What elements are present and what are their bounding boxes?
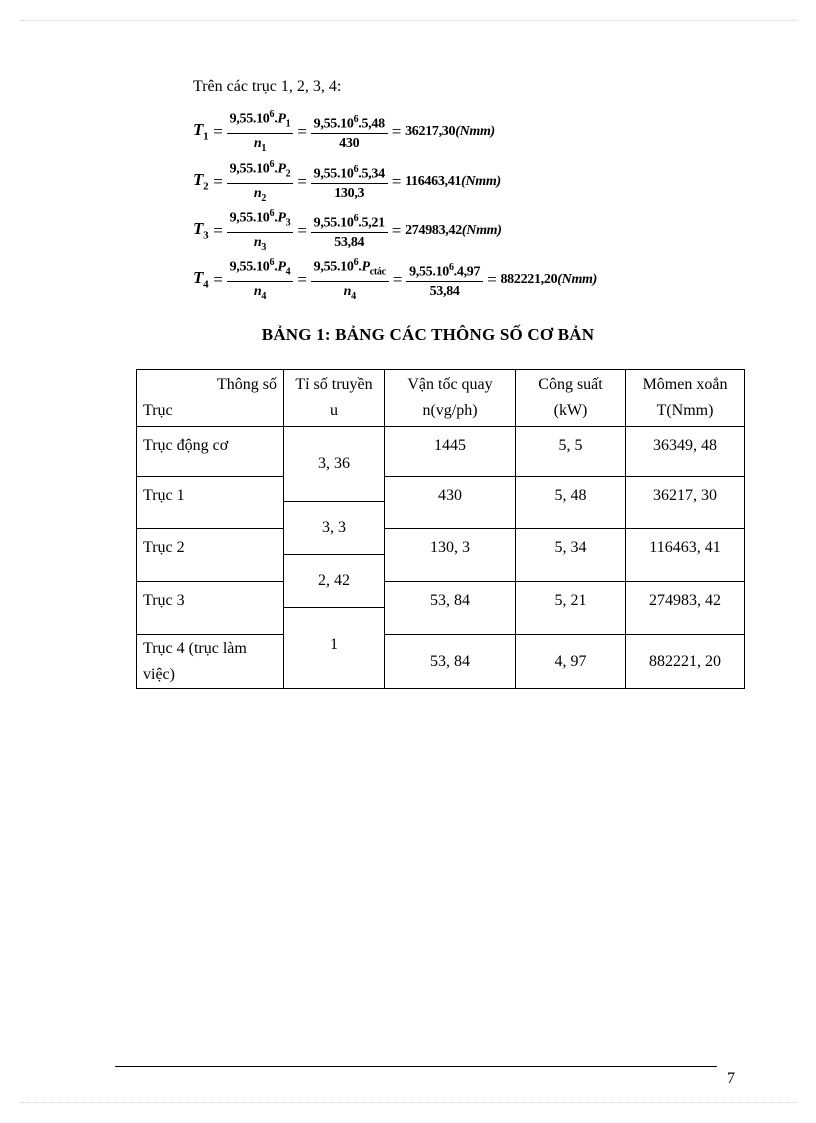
header-torque: Mômen xoắn T(Nmm) <box>626 370 745 427</box>
table-row <box>137 635 745 689</box>
torque-cell: 274983, 42 <box>626 582 745 635</box>
torque-cell: 882221, 20 <box>626 635 745 689</box>
speed-cell: 53, 84 <box>385 635 516 689</box>
ratio-cell: 3, 36 <box>284 427 385 502</box>
torque-cell: 116463, 41 <box>626 529 745 582</box>
table-row <box>137 477 745 502</box>
page-bottom-border <box>20 1102 796 1103</box>
header-ratio: Tỉ số truyền u <box>284 370 385 427</box>
equation-t2: $T_2$ = $\frac{9,55.10^6.P_2}{n_2}$ = $\frac{9,55.10^6.5,34}{130,3}$ = 116463,41 (Nmm) <box>193 156 501 207</box>
page-top-border <box>20 20 796 21</box>
table-row <box>137 427 745 452</box>
intro-text: Trên các trục 1, 2, 3, 4: <box>193 78 342 95</box>
corner-header-cell: Thông số Trục <box>137 370 284 427</box>
table-title: BẢNG 1: BẢNG CÁC THÔNG SỐ CƠ BẢN <box>261 325 595 344</box>
row-label: Trục 1 <box>137 477 284 529</box>
power-cell: 5, 21 <box>516 582 626 635</box>
equation-t4: $T_4$ = $\frac{9,55.10^6.P_4}{n_4}$ = $\frac{9,55.10^6.P_{ctác}}{n_4}$ = $\frac{9,55.10^6.4,97}{53,84}$ = 882221,20 (Nmm) <box>193 254 597 305</box>
ratio-cell: 1 <box>284 608 385 689</box>
row-label: Trục 3 <box>137 582 284 635</box>
row-label: Trục động cơ <box>137 427 284 477</box>
footer-rule <box>115 1066 717 1067</box>
speed-cell: 53, 84 <box>385 582 516 635</box>
row-label: Trục 4 (trục làm việc) <box>137 635 284 689</box>
page-number: 7 <box>727 1070 735 1087</box>
power-cell: 5, 48 <box>516 477 626 529</box>
header-speed: Vận tốc quay n(vg/ph) <box>385 370 516 427</box>
header-power: Công suất (kW) <box>516 370 626 427</box>
torque-cell: 36349, 48 <box>626 427 745 477</box>
equation-t3: $T_3$ = $\frac{9,55.10^6.P_3}{n_3}$ = $\frac{9,55.10^6.5,21}{53,84}$ = 274983,42 (Nmm) <box>193 205 502 256</box>
parameters-table <box>136 369 745 689</box>
table-row <box>137 582 745 608</box>
speed-cell: 130, 3 <box>385 529 516 582</box>
equation-t1: $T_1$ = $\frac{9,55.10^6.P_1}{n_1}$ = $\frac{9,55.10^6.5,48}{430}$ = 36217,30 (Nmm) <box>193 106 495 157</box>
row-label: Trục 2 <box>137 529 284 582</box>
speed-cell: 1445 <box>385 427 516 477</box>
torque-cell: 36217, 30 <box>626 477 745 529</box>
power-cell: 5, 5 <box>516 427 626 477</box>
ratio-cell: 3, 3 <box>284 502 385 555</box>
power-cell: 4, 97 <box>516 635 626 689</box>
speed-cell: 430 <box>385 477 516 529</box>
ratio-cell: 2, 42 <box>284 555 385 608</box>
table-row <box>137 529 745 555</box>
power-cell: 5, 34 <box>516 529 626 582</box>
table-header-row <box>137 370 745 427</box>
